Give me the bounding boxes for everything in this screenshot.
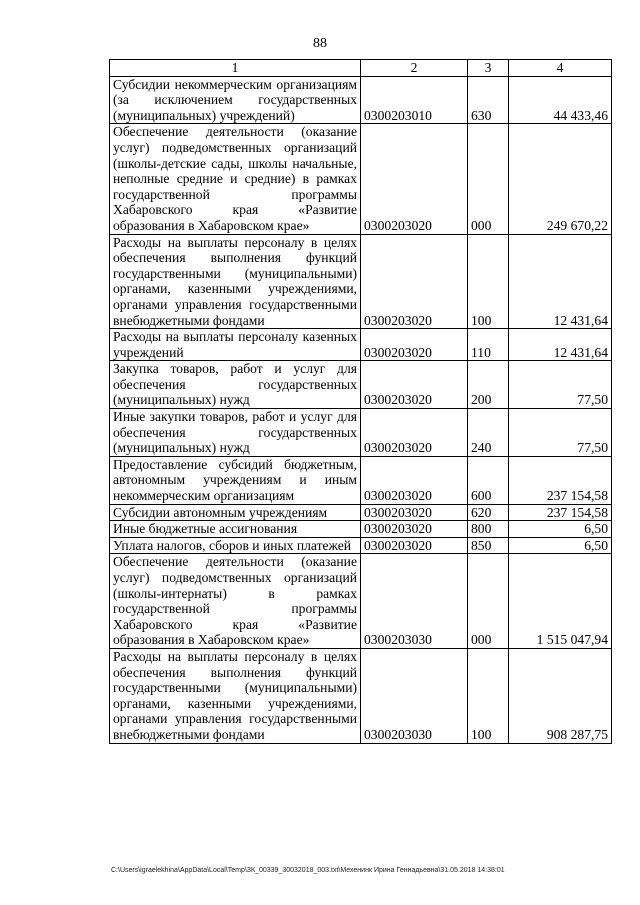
row-type: 200 bbox=[468, 361, 509, 409]
row-name: Расходы на выплаты персоналу казенных учреждений bbox=[110, 329, 361, 361]
row-name: Обеспечение деятельности (оказание услуг) подведомственных организаций (школы-интернаты) в рамках государственной программы Хабаровского края «Развитие образования в Хабаровском крае» bbox=[110, 554, 361, 649]
row-name: Закупка товаров, работ и услуг для обеспечения государственных (муниципальных) нужд bbox=[110, 361, 361, 409]
row-code: 0300203020 bbox=[361, 361, 468, 409]
table-row bbox=[110, 124, 612, 234]
column-header-name: 1 bbox=[110, 60, 361, 77]
page-number: 88 bbox=[313, 36, 327, 51]
table-row bbox=[110, 521, 612, 538]
row-type: 620 bbox=[468, 504, 509, 521]
row-name: Уплата налогов, сборов и иных платежей bbox=[110, 537, 361, 554]
row-type: 000 bbox=[468, 554, 509, 649]
row-amount: 12 431,64 bbox=[509, 329, 612, 361]
row-name: Обеспечение деятельности (оказание услуг) подведомственных организаций (школы-детские сады, школы начальные, неполные средние и средние) в рамках государственной программы Хабаровского края «Развитие образования в Хабаровском крае» bbox=[110, 124, 361, 234]
row-name: Субсидии автономным учреждениям bbox=[110, 504, 361, 521]
row-type: 240 bbox=[468, 409, 509, 457]
table-row bbox=[110, 361, 612, 409]
row-amount: 12 431,64 bbox=[509, 234, 612, 329]
row-name: Субсидии некоммерческим организациям (за исключением государственных (муниципальных) учреждений) bbox=[110, 76, 361, 124]
table-row bbox=[110, 554, 612, 649]
row-type: 850 bbox=[468, 537, 509, 554]
table-row bbox=[110, 234, 612, 329]
row-type: 100 bbox=[468, 648, 509, 743]
row-type: 800 bbox=[468, 521, 509, 538]
row-amount: 908 287,75 bbox=[509, 648, 612, 743]
row-amount: 44 433,46 bbox=[509, 76, 612, 124]
column-header-code: 2 bbox=[361, 60, 468, 77]
row-name: Расходы на выплаты персоналу в целях обеспечения выполнения функций государственными (муниципальными) органами, казенными учреждениями, органами управления государственными внебюджетными фондами bbox=[110, 234, 361, 329]
row-code: 0300203020 bbox=[361, 537, 468, 554]
row-type: 110 bbox=[468, 329, 509, 361]
footer-file-path: C:\Users\igraelekhina\AppData\Local\Temp\ЗК_00339_30032018_003.txt\Мехенинк Ирина Геннадьевна\31.05.2018 14:38:01 bbox=[111, 867, 505, 874]
row-type: 000 bbox=[468, 124, 509, 234]
table-row bbox=[110, 76, 612, 124]
column-header-type: 3 bbox=[468, 60, 509, 77]
table-header-row bbox=[110, 60, 612, 77]
row-amount: 6,50 bbox=[509, 537, 612, 554]
row-code: 0300203020 bbox=[361, 124, 468, 234]
table-row bbox=[110, 329, 612, 361]
table-row bbox=[110, 537, 612, 554]
row-code: 0300203020 bbox=[361, 409, 468, 457]
row-code: 0300203020 bbox=[361, 504, 468, 521]
row-code: 0300203010 bbox=[361, 76, 468, 124]
row-code: 0300203020 bbox=[361, 456, 468, 504]
row-amount: 249 670,22 bbox=[509, 124, 612, 234]
row-name: Иные бюджетные ассигнования bbox=[110, 521, 361, 538]
row-code: 0300203030 bbox=[361, 648, 468, 743]
row-code: 0300203030 bbox=[361, 554, 468, 649]
table-row bbox=[110, 504, 612, 521]
budget-table bbox=[109, 59, 612, 744]
row-code: 0300203020 bbox=[361, 521, 468, 538]
row-amount: 6,50 bbox=[509, 521, 612, 538]
table-row bbox=[110, 456, 612, 504]
row-type: 630 bbox=[468, 76, 509, 124]
row-type: 600 bbox=[468, 456, 509, 504]
column-header-amount: 4 bbox=[509, 60, 612, 77]
row-name: Иные закупки товаров, работ и услуг для обеспечения государственных (муниципальных) нужд bbox=[110, 409, 361, 457]
table-row bbox=[110, 648, 612, 743]
row-code: 0300203020 bbox=[361, 234, 468, 329]
row-amount: 237 154,58 bbox=[509, 456, 612, 504]
row-type: 100 bbox=[468, 234, 509, 329]
row-amount: 1 515 047,94 bbox=[509, 554, 612, 649]
row-code: 0300203020 bbox=[361, 329, 468, 361]
row-name: Расходы на выплаты персоналу в целях обеспечения выполнения функций государственными (муниципальными) органами, казенными учреждениями, органами управления государственными внебюджетными фондами bbox=[110, 648, 361, 743]
row-amount: 237 154,58 bbox=[509, 504, 612, 521]
row-amount: 77,50 bbox=[509, 409, 612, 457]
row-amount: 77,50 bbox=[509, 361, 612, 409]
table-row bbox=[110, 409, 612, 457]
row-name: Предоставление субсидий бюджетным, автономным учреждениям и иным некоммерческим организациям bbox=[110, 456, 361, 504]
